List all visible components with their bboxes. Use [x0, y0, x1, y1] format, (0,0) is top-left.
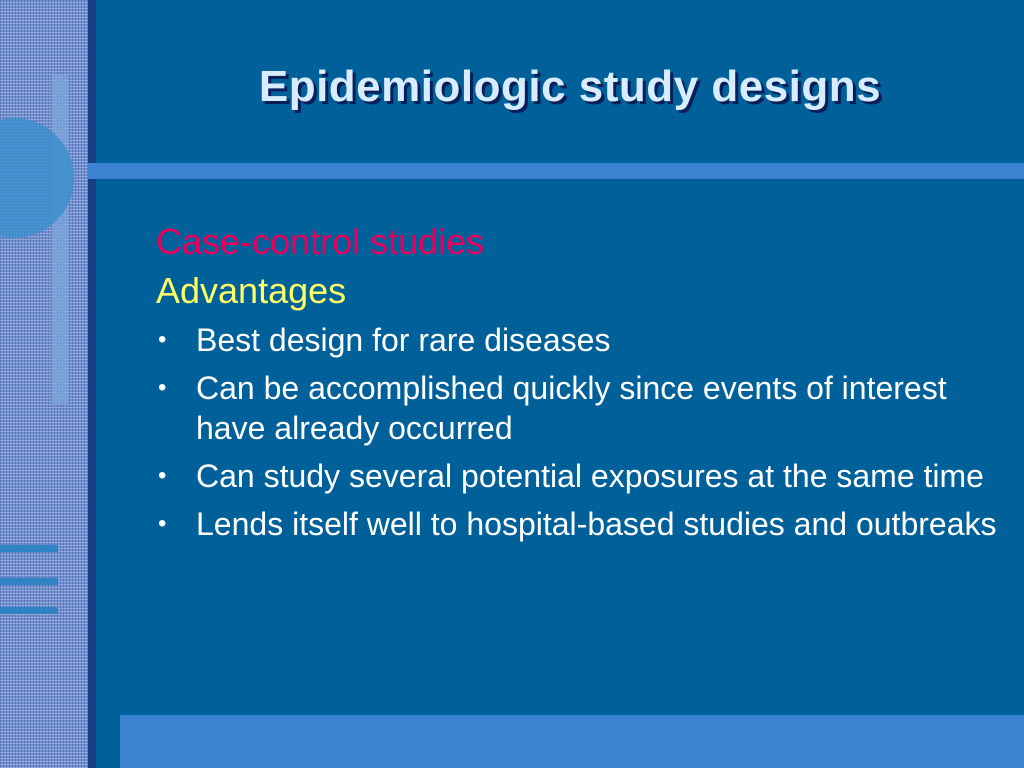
section-heading: Case-control studies — [156, 221, 485, 262]
decorative-horizontal-bar — [0, 607, 58, 614]
bullet-text: Can be accomplished quickly since events of interest have already occurred — [196, 370, 947, 446]
bullet-text: Can study several potential exposures at the same time — [196, 458, 984, 494]
bullet-icon: • — [158, 374, 167, 401]
decorative-horizontal-bar — [0, 545, 58, 552]
decorative-bottom-block — [120, 715, 1024, 768]
bullet-icon: • — [158, 510, 167, 537]
decorative-horizontal-bar — [0, 578, 58, 585]
decorative-vertical-bar — [52, 75, 68, 405]
bullet-text: Lends itself well to hospital-based studies and outbreaks — [196, 506, 997, 542]
bullet-text: Best design for rare diseases — [196, 322, 611, 358]
decorative-side-strip — [0, 0, 88, 768]
bullet-item — [156, 504, 1006, 544]
slide-body — [156, 218, 1006, 552]
decorative-strip-shadow — [88, 0, 96, 768]
subsection-heading: Advantages — [156, 270, 347, 311]
slide-title: Epidemiologic study designs — [258, 62, 882, 111]
bullet-item — [156, 320, 1006, 360]
title-divider-band — [88, 163, 1024, 179]
bullet-icon: • — [158, 326, 167, 353]
bullet-item — [156, 456, 1006, 496]
bullet-item — [156, 368, 1006, 448]
bullet-list — [156, 320, 1006, 544]
bullet-icon: • — [158, 462, 167, 489]
